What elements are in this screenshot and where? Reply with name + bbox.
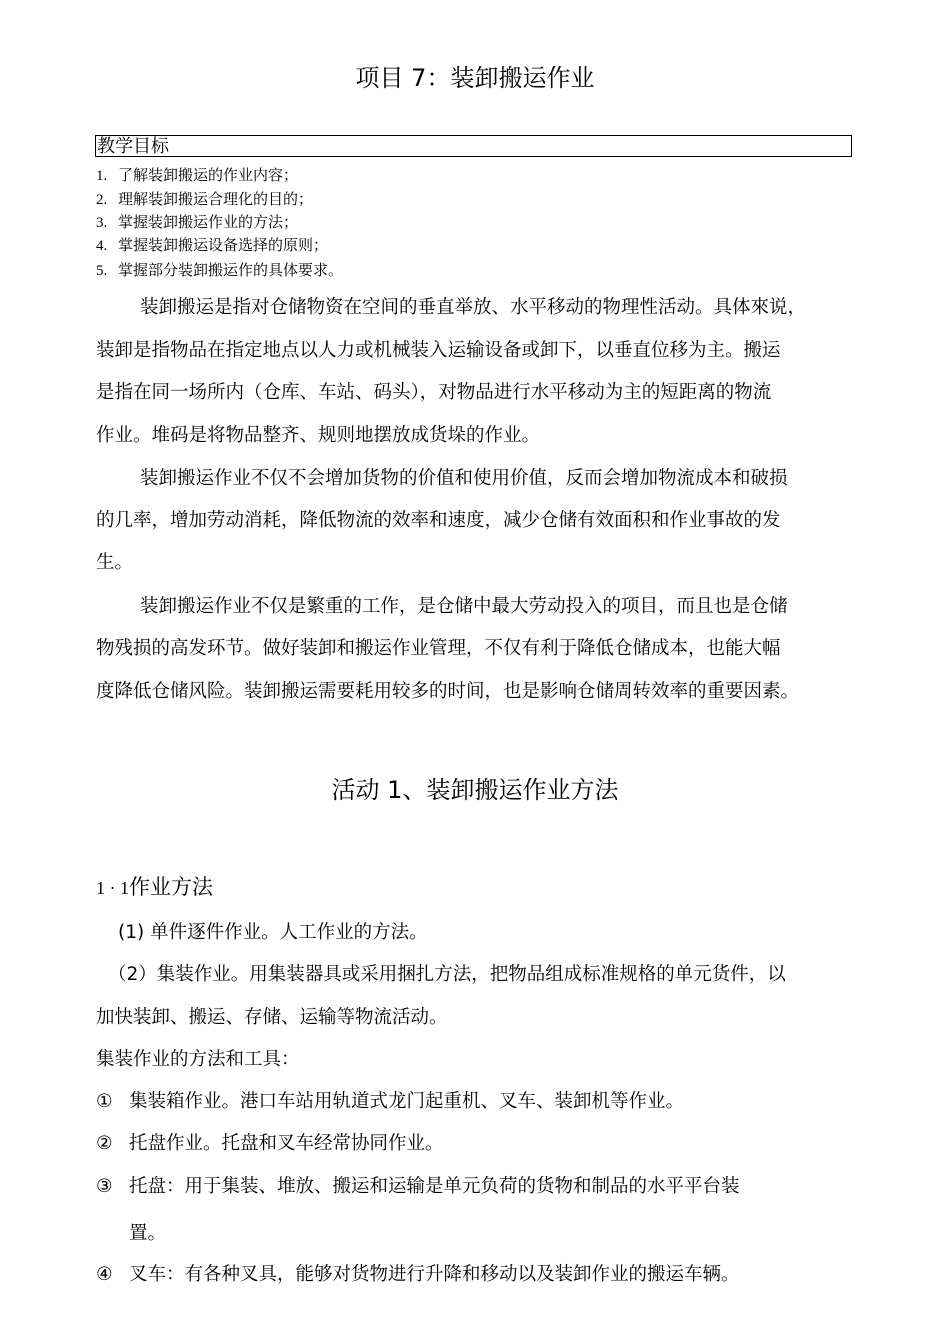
objective-text: 掌握部分装卸搬运作的具体要求。 <box>118 261 344 279</box>
paragraph-line: 装卸是指物品在指定地点以人力或机械装入运输设备或卸下，以垂直位移为主。搬运 <box>96 340 781 361</box>
tool-item <box>96 1087 684 1113</box>
paragraph-line: 物残损的高发环节。做好装卸和搬运作业管理，不仅有利于降低仓储成本，也能大幅 <box>96 638 781 659</box>
objective-text: 掌握装卸搬运设备选择的原则； <box>118 236 329 254</box>
tool-marker: ① <box>96 1091 113 1112</box>
page-title: 项目 7：装卸搬运作业 <box>355 64 595 92</box>
objective-number: 3. <box>96 215 108 231</box>
tool-text: 集装箱作业。港口车站用轨道式龙门起重机、叉车、装卸机等作业。 <box>129 1091 685 1112</box>
tool-item <box>96 1260 740 1286</box>
objective-item <box>96 211 298 232</box>
activity-title: 活动 1、装卸搬运作业方法 <box>331 776 619 804</box>
section-heading <box>96 871 213 901</box>
objective-text: 掌握装卸搬运作业的方法； <box>118 213 299 231</box>
tool-item <box>96 1172 740 1198</box>
paragraph-line: 作业。堆码是将物品整齐、规则地摆放成货垛的作业。 <box>96 425 541 446</box>
tool-marker: ③ <box>96 1176 113 1197</box>
paragraph-line: 是指在同一场所内（仓库、车站、码头），对物品进行水平移动为主的短距离的物流 <box>96 382 772 403</box>
tool-marker: ② <box>96 1133 113 1154</box>
objective-number: 4. <box>96 238 108 254</box>
paragraph-line: 装卸搬运是指对仓储物资在空间的垂直举放、水平移动的物理性活动。具体來说， <box>140 297 807 318</box>
section-number: 1 · 1 <box>96 878 129 898</box>
objective-item <box>96 259 343 280</box>
objective-number: 1. <box>96 168 108 184</box>
paragraph-line: 生。 <box>96 552 134 573</box>
objective-item <box>96 164 298 185</box>
tools-heading: 集装作业的方法和工具： <box>96 1049 300 1070</box>
method-item: (1) 单件逐件作业。人工作业的方法。 <box>118 922 428 943</box>
section-title: 作业方法 <box>129 875 213 899</box>
method-item: （2）集装作业。用集装器具或采用捆扎方法，把物品组成标准规格的单元货件，以 <box>108 964 786 985</box>
paragraph-line: 的几率，增加劳动消耗，降低物流的效率和速度，减少仓储有效面积和作业事故的发 <box>96 510 781 531</box>
objective-text: 了解装卸搬运的作业内容； <box>118 166 299 184</box>
objective-number: 2. <box>96 192 108 208</box>
objective-text: 理解装卸搬运合理化的目的； <box>118 190 314 208</box>
objective-number: 5. <box>96 263 108 279</box>
objective-item <box>96 234 328 255</box>
method-item-continued: 加快装卸、搬运、存储、运输等物流活动。 <box>96 1007 448 1028</box>
objective-item <box>96 188 313 209</box>
paragraph-line: 装卸搬运作业不仅是繁重的工作，是仓储中最大劳动投入的项目，而且也是仓储 <box>140 596 788 617</box>
tool-item-continued: 置。 <box>129 1223 167 1244</box>
tool-text: 托盘：用于集装、堆放、搬运和运输是单元负荷的货物和制品的水平平台装 <box>129 1176 740 1197</box>
objectives-header: 教学目标 <box>95 135 852 157</box>
paragraph-line: 度降低仓储风险。装卸搬运需要耗用较多的时间，也是影响仓储周转效率的重要因素。 <box>96 681 800 702</box>
tool-text: 叉车：有各种叉具，能够对货物进行升降和移动以及装卸作业的搬运车辆。 <box>129 1264 740 1285</box>
paragraph-line: 装卸搬运作业不仅不会增加货物的价值和使用价值，反而会增加物流成本和破损 <box>140 468 788 489</box>
tool-text: 托盘作业。托盘和叉车经常协同作业。 <box>129 1133 444 1154</box>
tool-marker: ④ <box>96 1264 113 1285</box>
tool-item <box>96 1129 444 1155</box>
